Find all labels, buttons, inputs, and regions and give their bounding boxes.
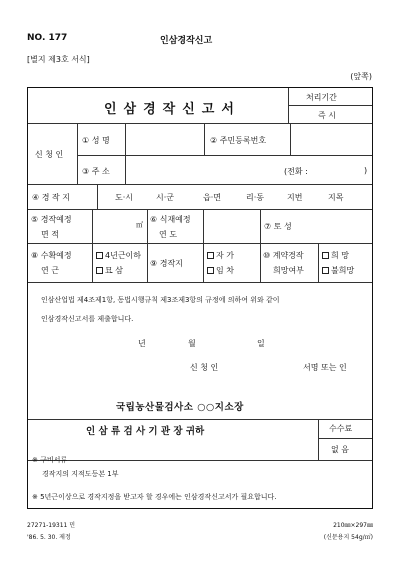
cultivation-site-unit-town: 읍·면 — [203, 193, 221, 202]
planned-area-field[interactable] — [94, 211, 138, 241]
checkbox-icon[interactable] — [207, 252, 214, 259]
statement-line-2: 인삼경작신고서를 제출합니다. — [41, 315, 134, 323]
checkbox-icon[interactable] — [322, 267, 329, 274]
planting-year-label-2: 연 도 — [159, 230, 177, 239]
cultivator-option-own-label: 자 가 — [216, 251, 234, 260]
report-form — [27, 87, 373, 509]
contract-label-2: 희망여부 — [273, 266, 304, 275]
soil-field[interactable] — [310, 211, 370, 241]
form-label: [별지 제3호 서식] — [27, 55, 90, 64]
document-heading: 인삼경작신고 — [160, 36, 213, 46]
date-month-label: 월 — [188, 339, 196, 348]
cultivator-option-own[interactable] — [207, 250, 234, 261]
contract-option-yes[interactable] — [322, 250, 349, 261]
footer-paper-size: 210㎜×297㎜ — [333, 522, 373, 529]
processing-period-value: 즉 시 — [318, 111, 336, 120]
harvest-option-seedling[interactable] — [96, 265, 123, 276]
form-title: 인삼경작신고서 — [104, 102, 241, 117]
checkbox-icon[interactable] — [322, 252, 329, 259]
required-docs-label: ※ 구비서류 — [32, 456, 68, 464]
contract-option-no[interactable] — [322, 265, 354, 276]
checkbox-icon[interactable] — [96, 267, 103, 274]
cultivation-site-unit-county: 시·군 — [156, 193, 174, 202]
footer-date: '86. 5. 30. 제정 — [27, 534, 71, 541]
resident-number-field[interactable] — [294, 128, 368, 152]
checkbox-icon[interactable] — [96, 252, 103, 259]
contract-option-no-label: 불희망 — [331, 266, 355, 275]
addressee-line-1: 국립농산물검사소 ○○지소장 — [116, 402, 244, 413]
contract-label: ⑩ 계약경작 — [263, 251, 304, 260]
cultivation-site-unit-province: 도·시 — [115, 193, 133, 202]
applicant-label: 신 청 인 — [35, 150, 64, 159]
cultivator-option-lease[interactable] — [207, 265, 234, 276]
name-label: ① 성 명 — [82, 136, 110, 145]
harvest-option-4yr-label: 4년근이하 — [105, 251, 142, 260]
date-year-label: 년 — [138, 339, 146, 348]
resident-number-label: ② 주민등록번호 — [210, 136, 267, 145]
cultivation-site-unit-lot: 지번 — [287, 193, 303, 202]
statement-line-1: 인삼산업법 제4조제1항, 동법시행규칙 제3조제3항의 규정에 의하여 위와 같이 — [41, 296, 280, 304]
footnote: ※ 5년근이상으로 경작지정을 받고자 할 경우에는 인삼경작신고서가 필요합니다. — [32, 493, 277, 501]
footer-paper-type: (신문용지 54g/㎡) — [323, 534, 373, 541]
planned-area-label: ⑤ 경작예정 — [31, 215, 72, 224]
phone-close: ) — [364, 166, 368, 175]
signature-label: 서명 또는 인 — [303, 363, 347, 372]
soil-label: ⑦ 토 성 — [264, 222, 292, 231]
phone-field[interactable] — [324, 160, 362, 180]
cultivation-site-unit-village: 리·동 — [246, 193, 264, 202]
required-docs-item: 경작지의 지적도등본 1부 — [42, 470, 119, 478]
cultivator-option-lease-label: 임 차 — [216, 266, 234, 275]
document-number: NO. 177 — [27, 33, 68, 43]
date-day-label: 일 — [257, 339, 265, 348]
checkbox-icon[interactable] — [207, 267, 214, 274]
harvest-option-4yr[interactable] — [96, 250, 141, 261]
fee-value: 없 음 — [331, 445, 349, 454]
processing-period-label: 처리기간 — [306, 93, 337, 102]
cultivator-label: ⑨ 경작지 — [150, 259, 183, 268]
planting-year-label: ⑥ 식재예정 — [150, 215, 191, 224]
fee-label: 수수료 — [329, 424, 353, 433]
contract-option-yes-label: 희 망 — [331, 251, 349, 260]
cultivation-site-unit-category: 지목 — [328, 193, 344, 202]
name-field[interactable] — [128, 128, 200, 152]
harvest-year-label: ⑧ 수확예정 — [31, 251, 72, 260]
footer-code: 27271-19311 민 — [27, 522, 76, 529]
phone-label: (전화 : — [284, 167, 308, 176]
cultivation-site-label: ④ 경 작 지 — [32, 193, 70, 202]
page-side-label: (앞쪽) — [350, 72, 372, 81]
harvest-year-label-2: 연 근 — [41, 266, 59, 275]
signer-label: 신 청 인 — [190, 363, 219, 372]
area-unit: ㎡ — [136, 221, 143, 229]
harvest-option-seedling-label: 묘 삼 — [105, 266, 123, 275]
planned-area-label-2: 면 적 — [41, 230, 59, 239]
addressee-line-2: 인 삼 류 검 사 기 관 장 귀하 — [86, 426, 205, 437]
planting-year-field[interactable] — [205, 211, 258, 241]
address-field[interactable] — [128, 158, 278, 182]
address-label: ③ 주 소 — [82, 167, 110, 176]
